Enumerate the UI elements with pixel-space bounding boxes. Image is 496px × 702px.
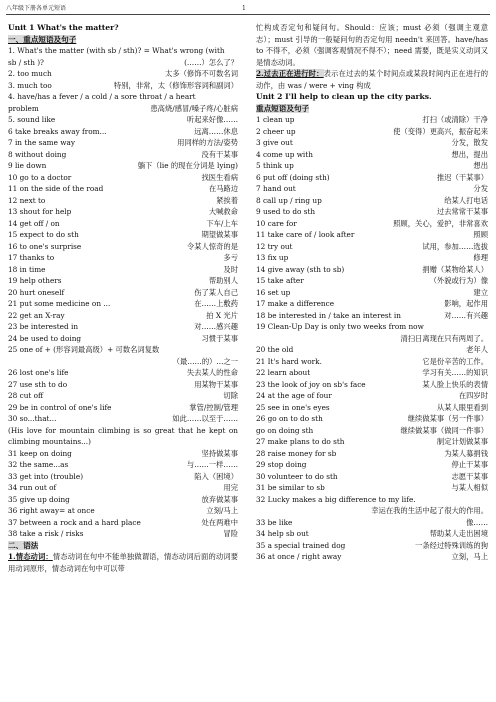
phrase-row (8, 229, 238, 241)
phrase-chinese: 与……一样…… (186, 460, 238, 469)
unit-2-phrase-list (256, 114, 488, 563)
phrase-english: 25 one of + (形容词最高级）+ 可数名词复数 (8, 345, 160, 354)
phrase-chinese: 伤了某人自己 (194, 287, 238, 297)
phrase-chinese: 继续做某事（另一件事） (407, 414, 488, 423)
phrase-chinese: 过去常常干某事 (436, 207, 488, 216)
phrase-chinese: 给某人打电话 (444, 195, 488, 205)
phrase-english: 35 give up doing (8, 494, 70, 504)
page-number: 1 (242, 5, 246, 12)
phrase-row (256, 126, 488, 138)
phrase-row (256, 517, 488, 529)
phrase-english: 26 lost one's life (8, 368, 69, 377)
phrase-row (256, 540, 488, 552)
phrase-row (256, 241, 488, 253)
phrase-row (256, 275, 488, 287)
phrase-row (8, 402, 238, 414)
phrase-english: 3. much too (8, 80, 52, 90)
phrase-row (8, 310, 238, 322)
phrase-english: 20 hurt oneself (8, 287, 65, 297)
phrase-english: go on doing sth (256, 425, 314, 435)
phrase-chinese: 它是份辛苦的工作。 (422, 356, 488, 366)
phrase-chinese: 大喊救命 (208, 207, 238, 216)
unit-1-grammar-heading: 二、语法 (8, 540, 39, 550)
phrase-english: 4. have/has a fever / a cold / a sore throat / a heart (8, 92, 196, 101)
phrase-row (256, 482, 488, 494)
phrase-row (8, 137, 238, 149)
phrase-chinese: 患高烧/感冒/嗓子疼/心脏病 (150, 103, 238, 113)
phrase-english: 11 take care of / look after (256, 230, 355, 239)
phrase-chinese: 在四岁时 (458, 391, 488, 400)
page-header (6, 3, 490, 15)
phrase-chinese: （最……的）...之一 (172, 356, 238, 366)
phrase-row (8, 195, 238, 207)
phrase-english: 17 thanks to (8, 253, 55, 262)
phrase-chinese: 处在两难中 (201, 517, 238, 527)
phrase-english: 1 clean up (256, 115, 295, 124)
phrase-row (256, 390, 488, 402)
phrase-english: 14 get off / on (8, 218, 60, 228)
phrase-chinese: 躺下（lie 的现在分词是 lying) (137, 161, 238, 170)
phrase-row (8, 494, 238, 506)
phrase-row (8, 367, 238, 379)
phrase-english: 31 be similar to sb (256, 483, 325, 492)
phrase-chinese: 老年人 (466, 345, 488, 354)
phrase-english: 16 to one's surprise (8, 241, 82, 251)
phrase-english: 27 use sth to do (8, 379, 68, 389)
phrase-row (8, 183, 238, 195)
phrase-english: 19 Clean-Up Day is only two weeks from now (256, 322, 424, 331)
phrase-row (256, 367, 488, 379)
phrase-english: 23 the look of joy on sb's face (256, 379, 366, 389)
phrase-chinese: 对……有兴趣 (444, 310, 488, 320)
phrase-english: 3 give out (256, 138, 293, 147)
phrase-row (8, 333, 238, 345)
phrase-chinese: 帮助别人 (208, 276, 238, 285)
phrase-row (8, 91, 238, 103)
phrase-chinese: 想出，提出 (451, 149, 488, 159)
phrase-row (256, 333, 488, 345)
phrase-chinese: 为某人募捐钱 (444, 448, 488, 458)
phrase-row (8, 459, 238, 471)
phrase-chinese: 分发，散发 (451, 138, 488, 147)
phrase-english: 5 think up (256, 161, 294, 170)
phrase-chinese: 习惯于某事 (201, 333, 238, 343)
phrase-chinese: 放弃做某事 (201, 494, 238, 504)
phrase-chinese: 切除 (223, 391, 238, 400)
phrase-chinese: 某人脸上快乐的表情 (422, 379, 488, 389)
phrase-english: 1. What's the matter (with sb / sth)? = What's wrong (with (8, 46, 225, 55)
phrase-chinese: 一条经过特殊训练的狗 (415, 540, 488, 550)
phrase-row (256, 172, 488, 184)
phrase-chinese: 用某物干某事 (194, 379, 238, 389)
grammar-modal-continued: 忙构成否定句和疑问句。Should：应该；must 必须（强调主观意志）；must 引导的一般疑问句的否定句用 needn't 来回答。have/has to 不得不，必须（强调客观情况不得不）；need 需要，既是实义动词又是情态动词。 (256, 23, 488, 67)
phrase-english: 22 learn about (256, 368, 311, 377)
phrase-english: 9 lie down (8, 161, 47, 170)
right-column (256, 22, 488, 563)
phrase-english: 11 on the side of the road (8, 184, 104, 193)
phrase-chinese: 多亏 (223, 253, 238, 262)
phrase-row (256, 206, 488, 218)
phrase-english: 25 see in one's eyes (256, 402, 330, 412)
phrase-english: 28 raise money for sb (256, 448, 337, 458)
phrase-english: 10 go to a doctor (8, 172, 72, 182)
phrase-english: 14 give away (sth to sb) (256, 264, 345, 274)
phrase-chinese: 找医生看病 (201, 172, 238, 182)
phrase-english: 13 shout for help (8, 207, 72, 216)
phrase-chinese: 打扫（或清除）干净 (422, 115, 488, 124)
phrase-english: 21 It's hard work. (256, 356, 322, 366)
phrase-chinese: 继续做某事（做同一件事） (400, 425, 488, 435)
phrase-chinese: 想出 (473, 161, 488, 170)
phrase-english: 24 at the age of four (256, 391, 332, 400)
phrase-row (256, 252, 488, 264)
phrase-chinese: 制定计划做某事 (436, 437, 488, 446)
phrase-english: 15 expect to do sth (8, 230, 79, 239)
phrase-chinese: 下车/上车 (206, 218, 238, 228)
phrase-english: 29 be in control of one's life (8, 402, 112, 412)
phrase-row (256, 436, 488, 448)
phrase-english: 12 next to (8, 195, 46, 205)
phrase-english: 18 in time (8, 264, 46, 274)
phrase-row (256, 471, 488, 483)
phrase-english: 6 put off (doing sth) (256, 172, 330, 182)
phrase-chinese: 立刻，马上 (451, 552, 488, 561)
phrase-english: problem (8, 103, 39, 113)
unit-2-section-heading: 重点短语及句子 (256, 103, 310, 113)
phrase-row (8, 517, 238, 529)
phrase-chinese: 对……感兴趣 (194, 322, 238, 331)
unit-1-phrase-list (8, 45, 238, 425)
phrase-chinese: 清扫日离现在只有两周了。 (400, 333, 488, 343)
phrase-english: 34 run out of (8, 483, 57, 492)
phrase-row (8, 390, 238, 402)
phrase-row (8, 482, 238, 494)
header-rule (6, 14, 490, 15)
phrase-row (256, 425, 488, 437)
phrase-row (8, 298, 238, 310)
phrase-english: 23 be interested in (8, 322, 79, 331)
phrase-english: 34 help sb out (256, 529, 309, 538)
phrase-chinese: 照顾，关心，爱护，非常喜欢 (393, 218, 488, 228)
phrase-chinese: 试用，参加……选拔 (422, 241, 488, 251)
phrase-row (8, 126, 238, 138)
phrase-row (256, 160, 488, 172)
phrase-chinese: 陷入（困境） (194, 471, 238, 481)
phrase-english: 26 go on to do sth (256, 414, 323, 423)
phrase-chinese: 用完 (223, 483, 238, 492)
phrase-row (8, 528, 238, 540)
phrase-row (256, 402, 488, 414)
phrase-chinese: 冒险 (223, 529, 238, 538)
phrase-row (256, 218, 488, 230)
phrase-english: 4 come up with (256, 149, 313, 159)
phrase-chinese: 没有干某事 (201, 149, 238, 159)
phrase-english: 31 keep on doing (8, 448, 72, 458)
phrase-chinese: 像…… (466, 517, 488, 527)
phrase-chinese: 令某人惊奇的是 (186, 241, 238, 251)
phrase-row (8, 45, 238, 57)
phrase-chinese: 幸运在我的生活中起了很大的作用。 (371, 506, 488, 515)
phrase-row (8, 264, 238, 276)
unit-1-example-note: (His love for mountain climbing is so great that he kept on climbing mountains...) (8, 425, 238, 446)
left-column (8, 22, 238, 574)
unit-1-section-heading: 一、重点短语及句子 (8, 34, 77, 44)
phrase-english: 22 get an X-ray (8, 310, 65, 320)
phrase-chinese: 志愿干某事 (451, 471, 488, 481)
phrase-chinese: 立刻/马上 (206, 506, 238, 515)
phrase-chinese: 影响，起作用 (444, 299, 488, 308)
phrase-row (256, 459, 488, 471)
phrase-row (256, 321, 488, 333)
unit-1-title: Unit 1 What's the matter? (8, 23, 119, 32)
phrase-row (256, 551, 488, 563)
phrase-row (8, 57, 238, 69)
phrase-row (8, 505, 238, 517)
phrase-row (256, 298, 488, 310)
phrase-english: 30 so...that... (8, 414, 57, 423)
phrase-chinese: 期望做某事 (201, 230, 238, 239)
unit-1-phrase-list-2 (8, 448, 238, 540)
phrase-english: 8 call up / ring up (256, 195, 322, 205)
phrase-english: 20 the old (256, 345, 294, 354)
phrase-row (256, 114, 488, 126)
header-title: 八年级下册各单元短语 (6, 5, 67, 12)
phrase-english: 19 help others (8, 276, 62, 285)
phrase-row (8, 68, 238, 80)
phrase-row (8, 206, 238, 218)
phrase-chinese: 坚持做某事 (201, 448, 238, 458)
grammar-past-continuous: 2.过去正在进行时：表示在过去的某个时间点或某段时间内正在进行的动作，由 was / were + ving 构成 (256, 69, 488, 90)
phrase-row (256, 137, 488, 149)
phrase-english: 24 be used to doing (8, 333, 82, 343)
phrase-row (8, 379, 238, 391)
phrase-english: 30 volunteer to do sth (256, 471, 338, 481)
phrase-chinese: 失去某人的性命 (186, 368, 238, 377)
phrase-chinese: 停止干某事 (451, 460, 488, 469)
phrase-row (8, 275, 238, 287)
phrase-english: 33 be like (256, 517, 293, 527)
phrase-row (8, 344, 238, 356)
phrase-row (256, 183, 488, 195)
phrase-chinese: 太多（修饰不可数名词 (165, 69, 238, 78)
phrase-english: 35 a special trained dog (256, 540, 346, 550)
phrase-english: 8 without doing (8, 149, 67, 159)
phrase-row (256, 287, 488, 299)
phrase-chinese: 紧挨着 (216, 195, 238, 205)
phrase-english: 38 take a risk / risks (8, 529, 84, 538)
phrase-chinese: 使（变得）更高兴，振奋起来 (393, 126, 488, 136)
phrase-english: 27 make plans to do sth (256, 437, 345, 446)
phrase-row (256, 344, 488, 356)
phrase-row (8, 160, 238, 172)
phrase-english: 15 take after (256, 276, 304, 285)
phrase-english: 29 stop doing (256, 460, 307, 469)
phrase-chinese: 用同样的方法/姿势 (177, 138, 238, 147)
phrase-row (256, 505, 488, 517)
phrase-english: 2 cheer up (256, 126, 296, 136)
phrase-row (8, 413, 238, 425)
phrase-english: 21 put some medicine on ... (8, 299, 111, 308)
phrase-english: 7 hand out (256, 184, 296, 193)
phrase-chinese: 在……上敷药 (194, 299, 238, 308)
phrase-chinese: 学习有关……的知识 (422, 368, 488, 377)
phrase-row (256, 149, 488, 161)
phrase-row (256, 413, 488, 425)
phrase-row (8, 471, 238, 483)
phrase-row (8, 114, 238, 126)
phrase-english: 13 fix up (256, 253, 289, 262)
phrase-chinese: 特别，非常，太（修饰形容词和副词） (113, 80, 238, 90)
phrase-row (256, 195, 488, 207)
phrase-chinese: 如此……以至于…… (172, 414, 238, 423)
phrase-row (256, 229, 488, 241)
phrase-chinese: 远离……休息 (194, 126, 238, 136)
phrase-chinese: (……）怎么了？ (184, 57, 238, 67)
phrase-english: sb / sth )? (8, 57, 44, 67)
phrase-chinese: 修理 (473, 253, 488, 262)
phrase-chinese: 掌管/控制/管理 (189, 402, 238, 412)
phrase-english: 6 take breaks away from... (8, 126, 107, 136)
phrase-chinese: 拍 X 光片 (206, 310, 238, 320)
phrase-english: 28 cut off (8, 391, 44, 400)
phrase-english: 10 care for (256, 218, 297, 228)
phrase-chinese: 及时 (223, 264, 238, 274)
phrase-english: 5. sound like (8, 115, 56, 124)
phrase-row (256, 356, 488, 368)
phrase-english: 18 be interested in / take an interest in (256, 310, 401, 320)
phrase-row (256, 379, 488, 391)
phrase-english: 32 Lucky makes a big difference to my life. (256, 494, 416, 504)
phrase-row (8, 218, 238, 230)
phrase-english: 16 set up (256, 287, 291, 297)
phrase-row (8, 103, 238, 115)
phrase-row (256, 448, 488, 460)
phrase-row (8, 80, 238, 92)
phrase-english: 33 get into (trouble) (8, 471, 84, 481)
phrase-english: 36 right away= at once (8, 506, 95, 515)
phrase-row (8, 241, 238, 253)
phrase-row (8, 252, 238, 264)
grammar-modal-verbs: 1.情态动词：情态动词在句中不能单独做谓语，情态动词后面的动词要用动词原形，情态动词在句中可以带 (8, 552, 238, 573)
phrase-row (8, 321, 238, 333)
phrase-row (8, 448, 238, 460)
phrase-row (8, 287, 238, 299)
phrase-english: 2. too much (8, 69, 52, 78)
phrase-chinese: 捐赠（某物给某人） (422, 264, 488, 274)
phrase-chinese: 与某人相似 (451, 483, 488, 492)
phrase-row (256, 528, 488, 540)
phrase-english: 37 between a rock and a hard place (8, 517, 141, 527)
unit-2-title: Unit 2 I'll help to clean up the city parks. (256, 92, 432, 101)
phrase-english: 7 in the same way (8, 138, 75, 147)
phrase-chinese: 从某人眼里看到 (436, 402, 488, 412)
phrase-row (256, 494, 488, 506)
phrase-chinese: （外貌或行为）像 (429, 276, 488, 285)
phrase-row (8, 149, 238, 161)
phrase-english: 12 try out (256, 241, 293, 251)
phrase-chinese: 听起来好像…… (186, 115, 238, 124)
phrase-row (8, 356, 238, 368)
phrase-english: 17 make a difference (256, 299, 335, 308)
phrase-chinese: 分发 (473, 184, 488, 193)
phrase-chinese: 在马路边 (208, 184, 238, 193)
phrase-row (8, 172, 238, 184)
phrase-row (256, 264, 488, 276)
phrase-chinese: 照顾 (473, 230, 488, 239)
phrase-chinese: 推迟（干某事） (436, 172, 488, 182)
phrase-english: 9 used to do sth (256, 207, 316, 216)
phrase-chinese: 帮助某人走出困境 (429, 529, 488, 538)
phrase-chinese: 建立 (473, 287, 488, 297)
phrase-row (256, 310, 488, 322)
phrase-english: 32 the same...as (8, 460, 69, 469)
phrase-english: 36 at once / right away (256, 552, 342, 561)
